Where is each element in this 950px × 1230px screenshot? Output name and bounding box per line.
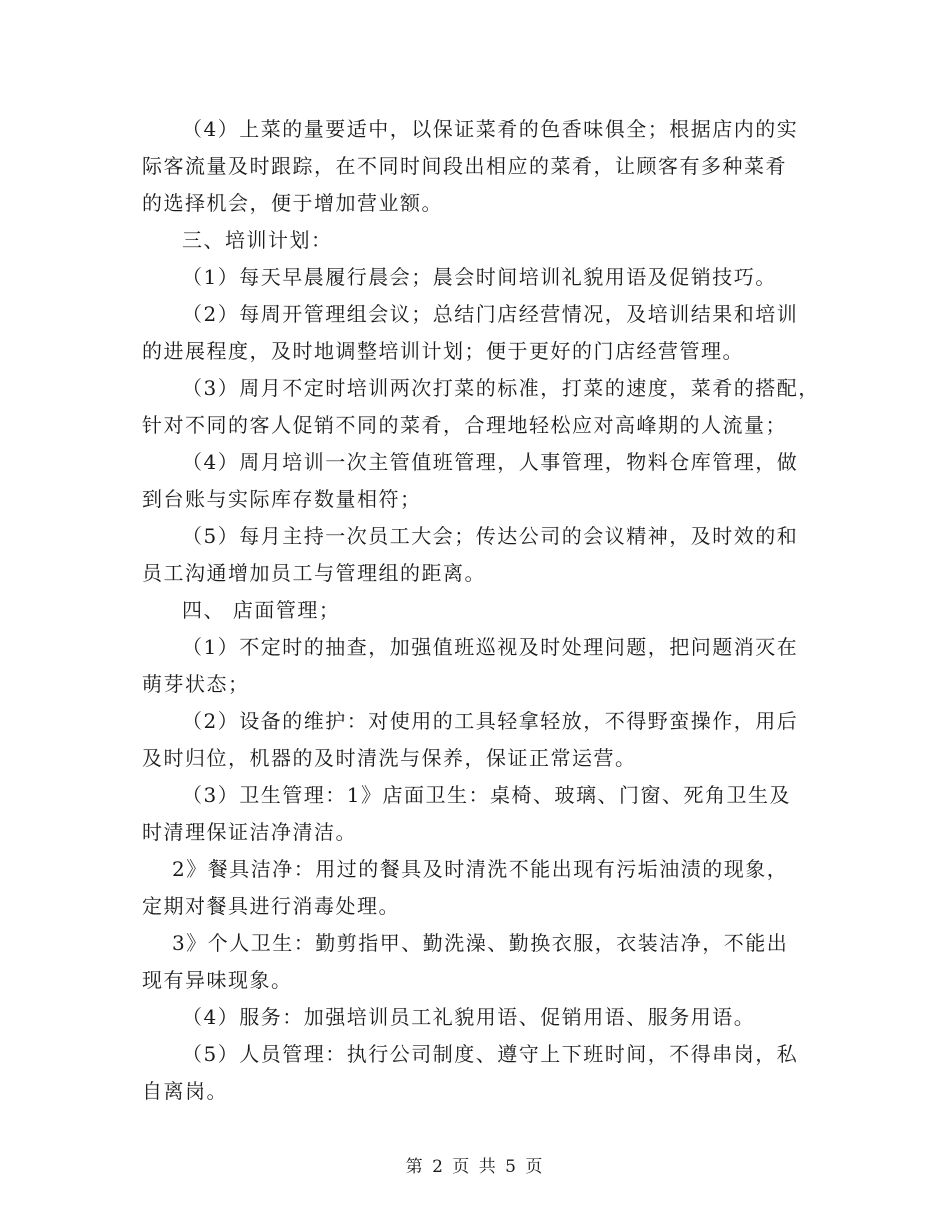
paragraph-line: （4）周月培训一次主管值班管理，人事管理，物料仓库管理，做 [182,450,799,474]
paragraph-line: 及时归位，机器的及时清洗与保养，保证正常运营。 [142,746,637,770]
paragraph-line: 时清理保证洁净清洁。 [142,820,357,844]
paragraph-line: 现有异味现象。 [142,968,293,992]
paragraph-line: （5）人员管理：执行公司制度、遵守上下班时间，不得串岗，私 [182,1042,799,1066]
paragraph-line: 自离岗。 [142,1079,228,1103]
paragraph-line: 员工沟通增加员工与管理组的距离。 [142,561,486,585]
paragraph-line: （1）每天早晨履行晨会；晨会时间培训礼貌用语及促销技巧。 [182,265,777,289]
paragraph-line: 2》餐具洁净：用过的餐具及时清洗不能出现有污垢油渍的现象， [172,857,789,881]
paragraph-line: （5）每月主持一次员工大会；传达公司的会议精神，及时效的和 [182,524,799,548]
paragraph-line: 际客流量及时跟踪，在不同时间段出相应的菜肴，让顾客有多种菜肴 [142,154,787,178]
paragraph-line: （1）不定时的抽查，加强值班巡视及时处理问题，把问题消灭在 [182,635,799,659]
paragraph-line: （2）每周开管理组会议；总结门店经营情况，及培训结果和培训 [182,302,799,326]
paragraph-line: 定期对餐具进行消毒处理。 [142,894,400,918]
section-heading: 四、 店面管理； [182,598,341,622]
paragraph-line: 的进展程度，及时地调整培训计划；便于更好的门店经营管理。 [142,339,744,363]
paragraph-line: （2）设备的维护：对使用的工具轻拿轻放，不得野蛮操作，用后 [182,709,799,733]
paragraph-line: 3》个人卫生：勤剪指甲、勤洗澡、勤换衣服，衣装洁净，不能出 [172,931,789,955]
paragraph-line: （4）服务：加强培训员工礼貌用语、促销用语、服务用语。 [182,1005,756,1029]
paragraph-line: 针对不同的客人促销不同的菜肴，合理地轻松应对高峰期的人流量； [142,413,787,437]
paragraph-line: （4）上菜的量要适中，以保证菜肴的色香味俱全；根据店内的实 [182,117,799,141]
paragraph-line: （3）卫生管理：1》店面卫生：桌椅、玻璃、门窗、死角卫生及 [182,783,791,807]
page-number-footer: 第 2 页 共 5 页 [405,1157,545,1177]
paragraph-line: 萌芽状态； [142,672,250,696]
paragraph-line: （3）周月不定时培训两次打菜的标准，打菜的速度，菜肴的搭配， [182,376,820,400]
section-heading: 三、培训计划： [182,228,333,252]
paragraph-line: 到台账与实际库存数量相符； [142,487,422,511]
paragraph-line: 的选择机会，便于增加营业额。 [142,191,443,215]
